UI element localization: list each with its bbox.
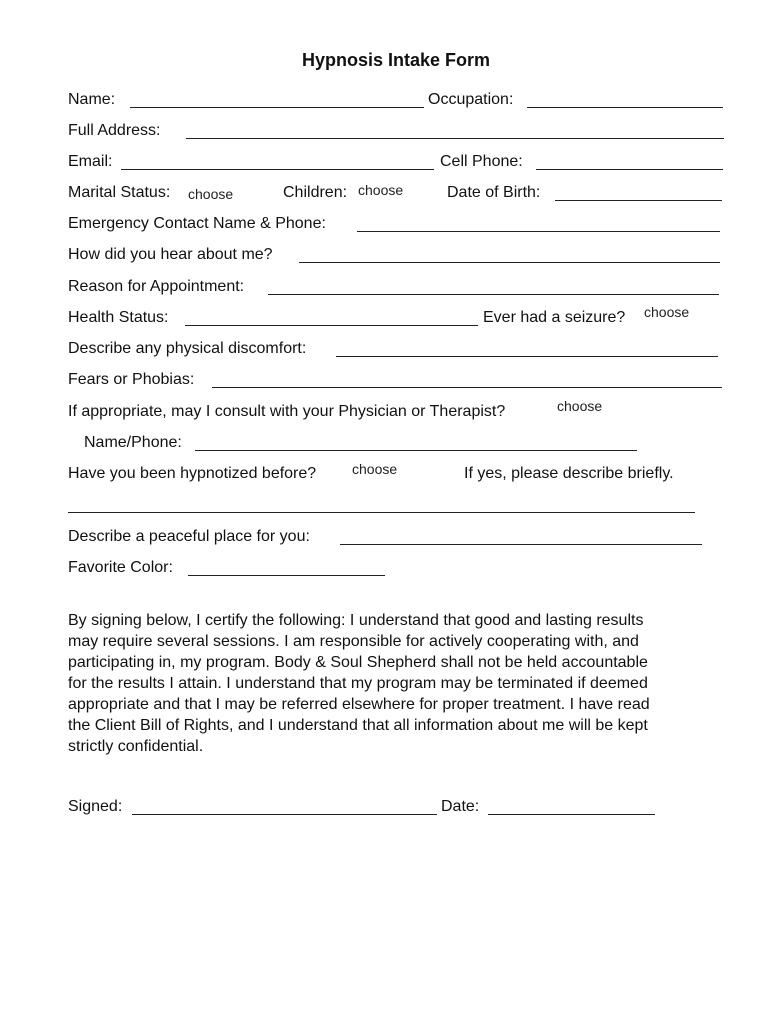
physical-discomfort-field[interactable] bbox=[336, 356, 718, 357]
cell-phone-label: Cell Phone: bbox=[440, 153, 523, 170]
full-address-field[interactable] bbox=[186, 138, 724, 139]
date-of-birth-label: Date of Birth: bbox=[447, 184, 541, 201]
children-label: Children: bbox=[283, 184, 348, 201]
name-label: Name: bbox=[68, 91, 116, 108]
date-label: Date: bbox=[441, 798, 480, 815]
signed-label: Signed: bbox=[68, 798, 123, 815]
health-status-label: Health Status: bbox=[68, 309, 169, 326]
date-of-birth-field[interactable] bbox=[555, 200, 722, 201]
certification-line: By signing below, I certify the following: I understand that good and lasting results bbox=[68, 612, 644, 629]
peaceful-place-field[interactable] bbox=[340, 544, 702, 545]
reason-label: Reason for Appointment: bbox=[68, 278, 245, 295]
certification-line: the Client Bill of Rights, and I understand that all information about me will be kept bbox=[68, 717, 648, 734]
signature-field[interactable] bbox=[132, 814, 437, 815]
seizure-select[interactable]: choose bbox=[644, 304, 690, 320]
email-label: Email: bbox=[68, 153, 113, 170]
name-field[interactable] bbox=[130, 107, 424, 108]
marital-status-select[interactable]: choose bbox=[188, 186, 234, 202]
hypnotized-select[interactable]: choose bbox=[352, 461, 398, 477]
peaceful-place-label: Describe a peaceful place for you: bbox=[68, 528, 310, 545]
full-address-label: Full Address: bbox=[68, 122, 161, 139]
favorite-color-label: Favorite Color: bbox=[68, 559, 173, 576]
hypnotized-description-field[interactable] bbox=[68, 512, 695, 513]
certification-line: for the results I attain. I understand that my program may be terminated if deemed bbox=[68, 675, 648, 692]
fears-field[interactable] bbox=[212, 387, 722, 388]
reason-field[interactable] bbox=[268, 294, 719, 295]
occupation-field[interactable] bbox=[527, 107, 723, 108]
form-title: Hypnosis Intake Form bbox=[301, 50, 491, 70]
certification-line: strictly confidential. bbox=[68, 738, 204, 755]
date-field[interactable] bbox=[488, 814, 655, 815]
emergency-contact-label: Emergency Contact Name & Phone: bbox=[68, 215, 326, 232]
children-select[interactable]: choose bbox=[358, 182, 404, 198]
cell-phone-field[interactable] bbox=[536, 169, 723, 170]
consult-select[interactable]: choose bbox=[557, 398, 603, 414]
how-heard-label: How did you hear about me? bbox=[68, 246, 273, 263]
occupation-label: Occupation: bbox=[428, 91, 514, 108]
favorite-color-field[interactable] bbox=[188, 575, 385, 576]
how-heard-field[interactable] bbox=[299, 262, 720, 263]
health-status-field[interactable] bbox=[185, 325, 478, 326]
name-phone-field[interactable] bbox=[195, 450, 637, 451]
consult-label: If appropriate, may I consult with your Physician or Therapist? bbox=[68, 403, 506, 420]
emergency-contact-field[interactable] bbox=[357, 231, 720, 232]
fears-label: Fears or Phobias: bbox=[68, 371, 195, 388]
certification-line: appropriate and that I may be referred elsewhere for proper treatment. I have read bbox=[68, 696, 650, 713]
seizure-label: Ever had a seizure? bbox=[483, 309, 626, 326]
email-field[interactable] bbox=[121, 169, 434, 170]
physical-discomfort-label: Describe any physical discomfort: bbox=[68, 340, 307, 357]
certification-paragraph bbox=[68, 610, 728, 757]
certification-line: participating in, my program. Body & Soul Shepherd shall not be held accountable bbox=[68, 654, 648, 671]
if-yes-label: If yes, please describe briefly. bbox=[464, 465, 674, 482]
certification-line: may require several sessions. I am responsible for actively cooperating with, and bbox=[68, 633, 639, 650]
name-phone-label: Name/Phone: bbox=[84, 434, 182, 451]
marital-status-label: Marital Status: bbox=[68, 184, 171, 201]
hypnotized-label: Have you been hypnotized before? bbox=[68, 465, 317, 482]
